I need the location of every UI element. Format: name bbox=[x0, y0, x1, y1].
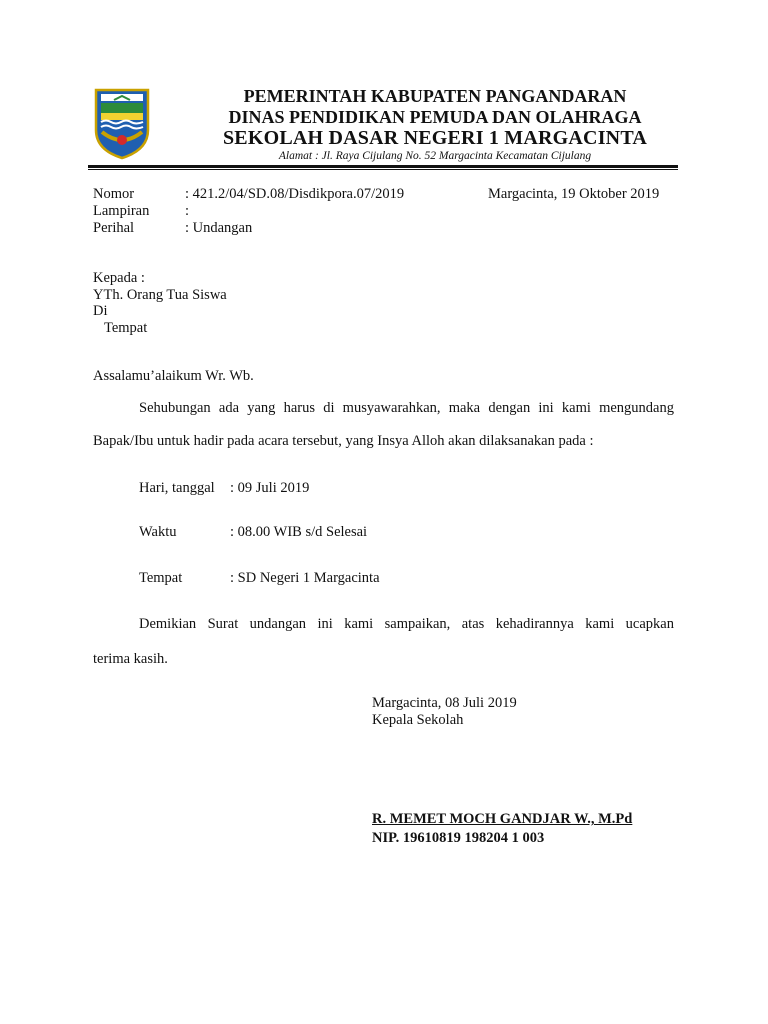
letterhead-school: SEKOLAH DASAR NEGERI 1 MARGACINTA bbox=[222, 127, 648, 149]
perihal-label: Perihal bbox=[93, 220, 135, 236]
signature-date: Margacinta, 08 Juli 2019 bbox=[372, 695, 517, 711]
signature-position: Kepala Sekolah bbox=[372, 712, 464, 728]
recipient-kepada: Kepada : bbox=[93, 270, 145, 286]
paragraph-1-line-2: Bapak/Ibu untuk hadir pada acara tersebut, yang Insya Alloh akan dilaksanakan pada : bbox=[93, 433, 594, 449]
recipient-name: YTh. Orang Tua Siswa bbox=[93, 287, 227, 303]
signatory-name: R. MEMET MOCH GANDJAR W., M.Pd bbox=[372, 811, 633, 827]
regency-emblem-icon bbox=[92, 86, 152, 160]
lampiran-label: Lampiran bbox=[93, 203, 150, 219]
recipient-place: Tempat bbox=[104, 320, 148, 336]
letterhead-address: Alamat : Jl. Raya Cijulang No. 52 Margacinta Kecamatan Cijulang bbox=[278, 150, 592, 162]
recipient-di: Di bbox=[93, 303, 108, 319]
lampiran-value: : bbox=[185, 203, 190, 219]
detail-value-time: : 08.00 WIB s/d Selesai bbox=[230, 524, 368, 540]
closing-line-2: terima kasih. bbox=[93, 651, 168, 667]
signatory-nip: NIP. 19610819 198204 1 003 bbox=[372, 830, 545, 846]
closing-line-1: Demikian Surat undangan ini kami sampaikan, atas kehadirannya kami ucapkan bbox=[139, 616, 674, 632]
letter-date: Margacinta, 19 Oktober 2019 bbox=[488, 186, 660, 202]
letterhead-divider-thin bbox=[88, 169, 678, 170]
greeting: Assalamu’alaikum Wr. Wb. bbox=[93, 368, 254, 384]
detail-label-place: Tempat bbox=[139, 570, 183, 586]
letterhead-government: PEMERINTAH KABUPATEN PANGANDARAN bbox=[243, 86, 627, 106]
detail-label-time: Waktu bbox=[139, 524, 177, 540]
nomor-value: : 421.2/04/SD.08/Disdikpora.07/2019 bbox=[185, 186, 405, 202]
letterhead-divider-thick bbox=[88, 165, 678, 168]
nomor-label: Nomor bbox=[93, 186, 135, 202]
detail-value-place: : SD Negeri 1 Margacinta bbox=[230, 570, 380, 586]
letterhead-department: DINAS PENDIDIKAN PEMUDA DAN OLAHRAGA bbox=[228, 107, 642, 127]
detail-label-date: Hari, tanggal bbox=[139, 480, 215, 496]
detail-value-date: : 09 Juli 2019 bbox=[230, 480, 310, 496]
paragraph-1-line-1: Sehubungan ada yang harus di musyawarahkan, maka dengan ini kami mengundang bbox=[139, 400, 674, 416]
perihal-value: : Undangan bbox=[185, 220, 253, 236]
